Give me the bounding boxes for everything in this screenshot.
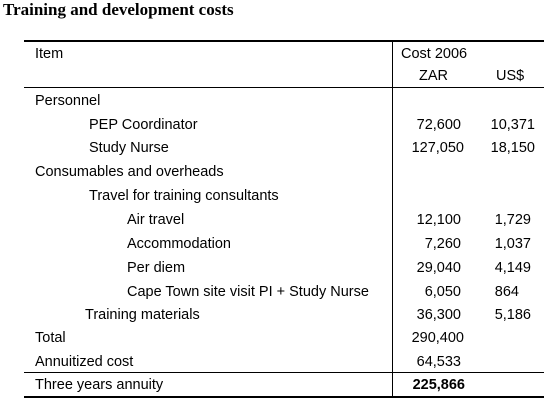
header-rule — [24, 87, 544, 88]
row-zar: 64,533 — [416, 354, 461, 370]
row-usd: 1,729 — [494, 212, 531, 228]
row-zar: 127,050 — [411, 140, 464, 156]
total-rule — [24, 372, 544, 373]
row-label: Study Nurse — [89, 140, 169, 156]
row-label: Consumables and overheads — [35, 164, 224, 180]
row-zar: 12,100 — [416, 212, 461, 228]
row-label: Personnel — [35, 93, 101, 109]
table-bottom-rule — [24, 396, 544, 398]
row-label: Annuitized cost — [35, 354, 134, 370]
row-label: Air travel — [127, 212, 185, 228]
row-label: Three years annuity — [35, 377, 164, 393]
row-usd: 864 — [494, 284, 519, 300]
row-label: Per diem — [127, 260, 186, 276]
row-label: Training materials — [85, 307, 200, 323]
header-cost-year: Cost 2006 — [401, 46, 468, 62]
row-zar: 72,600 — [416, 117, 461, 133]
row-label: Cape Town site visit PI + Study Nurse — [127, 284, 369, 300]
row-zar: 29,040 — [416, 260, 461, 276]
row-usd: 18,150 — [490, 140, 535, 156]
table-top-rule — [24, 40, 544, 42]
row-usd: 1,037 — [494, 236, 531, 252]
row-label: Travel for training consultants — [89, 188, 279, 204]
row-label: Accommodation — [127, 236, 231, 252]
header-item: Item — [35, 46, 64, 62]
cost-table — [24, 40, 544, 398]
row-zar: 7,260 — [424, 236, 461, 252]
row-zar: 290,400 — [411, 330, 464, 346]
header-zar: ZAR — [419, 68, 448, 84]
row-usd: 5,186 — [494, 307, 531, 323]
header-usd: US$ — [496, 68, 525, 84]
row-label: Total — [35, 330, 66, 346]
row-zar: 6,050 — [424, 284, 461, 300]
table-title: Training and development costs — [3, 0, 234, 19]
row-usd: 10,371 — [490, 117, 535, 133]
row-zar: 36,300 — [416, 307, 461, 323]
row-zar: 225,866 — [412, 377, 465, 393]
row-usd: 4,149 — [494, 260, 531, 276]
row-label: PEP Coordinator — [89, 117, 198, 133]
